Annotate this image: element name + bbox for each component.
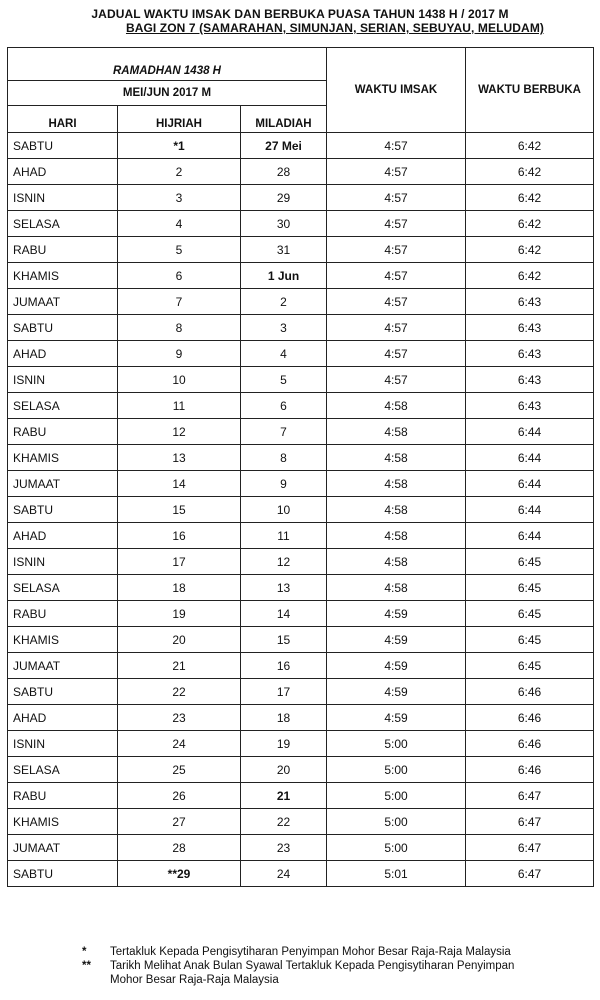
imsak-time-cell: 4:59 — [327, 627, 466, 653]
berbuka-time-cell: 6:42 — [466, 211, 594, 237]
imsak-time-cell: 5:00 — [327, 757, 466, 783]
imsak-time-cell: 4:59 — [327, 679, 466, 705]
hijriah-cell: 3 — [118, 185, 241, 211]
imsak-time-cell: 4:59 — [327, 601, 466, 627]
imsak-time-cell: 5:00 — [327, 835, 466, 861]
berbuka-time-cell: 6:43 — [466, 367, 594, 393]
miladiah-cell: 3 — [241, 315, 327, 341]
table-row — [8, 471, 594, 497]
hijriah-cell: 22 — [118, 679, 241, 705]
document-header — [0, 7, 600, 35]
table-row — [8, 315, 594, 341]
miladiah-cell: 7 — [241, 419, 327, 445]
hari-cell: KHAMIS — [8, 809, 118, 835]
hari-cell: KHAMIS — [8, 445, 118, 471]
imsak-time-cell: 5:01 — [327, 861, 466, 887]
hijriah-cell: 17 — [118, 549, 241, 575]
miladiah-cell: 8 — [241, 445, 327, 471]
berbuka-time-cell: 6:44 — [466, 445, 594, 471]
imsak-time-cell: 4:59 — [327, 705, 466, 731]
miladiah-cell: 27 Mei — [241, 133, 327, 159]
hijriah-cell: 20 — [118, 627, 241, 653]
berbuka-time-cell: 6:46 — [466, 705, 594, 731]
header-mei-jun: MEI/JUN 2017 M — [8, 81, 327, 106]
hijriah-cell: 28 — [118, 835, 241, 861]
berbuka-time-cell: 6:43 — [466, 315, 594, 341]
table-row — [8, 445, 594, 471]
imsak-time-cell: 4:57 — [327, 185, 466, 211]
miladiah-cell: 21 — [241, 783, 327, 809]
imsak-time-cell: 4:58 — [327, 575, 466, 601]
hijriah-cell: 4 — [118, 211, 241, 237]
miladiah-cell: 18 — [241, 705, 327, 731]
schedule-table-header — [8, 48, 594, 133]
footnote-1 — [0, 945, 530, 959]
berbuka-time-cell: 6:44 — [466, 497, 594, 523]
table-row — [8, 861, 594, 887]
table-row — [8, 783, 594, 809]
hari-cell: SELASA — [8, 575, 118, 601]
hari-cell: JUMAAT — [8, 835, 118, 861]
hari-cell: ISNIN — [8, 367, 118, 393]
hari-cell: KHAMIS — [8, 263, 118, 289]
miladiah-cell: 4 — [241, 341, 327, 367]
berbuka-time-cell: 6:45 — [466, 549, 594, 575]
imsak-time-cell: 4:57 — [327, 315, 466, 341]
miladiah-cell: 9 — [241, 471, 327, 497]
header-waktu-imsak: WAKTU IMSAK — [327, 48, 466, 133]
imsak-time-cell: 4:57 — [327, 237, 466, 263]
hijriah-cell: 10 — [118, 367, 241, 393]
hari-cell: RABU — [8, 237, 118, 263]
hari-cell: SABTU — [8, 679, 118, 705]
miladiah-cell: 1 Jun — [241, 263, 327, 289]
table-row — [8, 497, 594, 523]
berbuka-time-cell: 6:42 — [466, 159, 594, 185]
imsak-time-cell: 4:58 — [327, 549, 466, 575]
table-row — [8, 211, 594, 237]
footnote-text: Tarikh Melihat Anak Bulan Syawal Tertakluk Kepada Pengisytiharan Penyimpan Mohor Besar Raja-Raja Malaysia — [110, 960, 515, 986]
hari-cell: SABTU — [8, 861, 118, 887]
hijriah-cell: 9 — [118, 341, 241, 367]
imsak-time-cell: 4:57 — [327, 263, 466, 289]
hijriah-cell: 14 — [118, 471, 241, 497]
imsak-time-cell: 4:57 — [327, 159, 466, 185]
schedule-table-body — [8, 133, 594, 887]
imsak-time-cell: 4:58 — [327, 445, 466, 471]
berbuka-time-cell: 6:46 — [466, 679, 594, 705]
table-row — [8, 419, 594, 445]
table-row — [8, 653, 594, 679]
berbuka-time-cell: 6:46 — [466, 757, 594, 783]
hari-cell: AHAD — [8, 705, 118, 731]
document-title: JADUAL WAKTU IMSAK DAN BERBUKA PUASA TAHUN 1438 H / 2017 M — [91, 7, 509, 21]
miladiah-cell: 31 — [241, 237, 327, 263]
imsak-time-cell: 4:58 — [327, 393, 466, 419]
hari-cell: ISNIN — [8, 731, 118, 757]
imsak-time-cell: 4:57 — [327, 133, 466, 159]
hijriah-cell: 12 — [118, 419, 241, 445]
hijriah-cell: 5 — [118, 237, 241, 263]
table-row — [8, 809, 594, 835]
table-row — [8, 263, 594, 289]
hari-cell: SELASA — [8, 211, 118, 237]
hijriah-cell: **29 — [118, 861, 241, 887]
schedule-table — [7, 47, 594, 887]
miladiah-cell: 24 — [241, 861, 327, 887]
miladiah-cell: 14 — [241, 601, 327, 627]
table-row — [8, 289, 594, 315]
miladiah-cell: 11 — [241, 523, 327, 549]
hijriah-cell: 6 — [118, 263, 241, 289]
table-row — [8, 679, 594, 705]
berbuka-time-cell: 6:42 — [466, 185, 594, 211]
table-row — [8, 627, 594, 653]
berbuka-time-cell: 6:47 — [466, 835, 594, 861]
footnotes — [0, 945, 600, 987]
imsak-time-cell: 4:58 — [327, 523, 466, 549]
miladiah-cell: 28 — [241, 159, 327, 185]
header-hari: HARI — [8, 106, 118, 133]
berbuka-time-cell: 6:45 — [466, 653, 594, 679]
miladiah-cell: 19 — [241, 731, 327, 757]
berbuka-time-cell: 6:43 — [466, 393, 594, 419]
table-row — [8, 393, 594, 419]
table-row — [8, 835, 594, 861]
hari-cell: JUMAAT — [8, 471, 118, 497]
imsak-time-cell: 4:59 — [327, 653, 466, 679]
hijriah-cell: 19 — [118, 601, 241, 627]
miladiah-cell: 5 — [241, 367, 327, 393]
miladiah-cell: 10 — [241, 497, 327, 523]
hijriah-cell: 11 — [118, 393, 241, 419]
berbuka-time-cell: 6:47 — [466, 809, 594, 835]
imsak-time-cell: 4:57 — [327, 341, 466, 367]
imsak-time-cell: 4:58 — [327, 497, 466, 523]
hari-cell: SABTU — [8, 497, 118, 523]
hari-cell: RABU — [8, 783, 118, 809]
miladiah-cell: 30 — [241, 211, 327, 237]
hari-cell: SELASA — [8, 393, 118, 419]
hari-cell: SABTU — [8, 133, 118, 159]
miladiah-cell: 17 — [241, 679, 327, 705]
berbuka-time-cell: 6:43 — [466, 341, 594, 367]
header-waktu-berbuka: WAKTU BERBUKA — [466, 48, 594, 133]
miladiah-cell: 2 — [241, 289, 327, 315]
hari-cell: AHAD — [8, 341, 118, 367]
hijriah-cell: 24 — [118, 731, 241, 757]
berbuka-time-cell: 6:44 — [466, 419, 594, 445]
berbuka-time-cell: 6:42 — [466, 263, 594, 289]
table-row — [8, 731, 594, 757]
berbuka-time-cell: 6:42 — [466, 237, 594, 263]
hari-cell: SABTU — [8, 315, 118, 341]
berbuka-time-cell: 6:46 — [466, 731, 594, 757]
hari-cell: AHAD — [8, 159, 118, 185]
header-miladiah: MILADIAH — [241, 106, 327, 133]
imsak-time-cell: 4:57 — [327, 289, 466, 315]
miladiah-cell: 16 — [241, 653, 327, 679]
table-row — [8, 185, 594, 211]
imsak-time-cell: 4:57 — [327, 211, 466, 237]
berbuka-time-cell: 6:42 — [466, 133, 594, 159]
table-row — [8, 575, 594, 601]
hijriah-cell: 27 — [118, 809, 241, 835]
berbuka-time-cell: 6:45 — [466, 627, 594, 653]
hari-cell: JUMAAT — [8, 289, 118, 315]
berbuka-time-cell: 6:44 — [466, 523, 594, 549]
miladiah-cell: 13 — [241, 575, 327, 601]
header-hijriah: HIJRIAH — [118, 106, 241, 133]
miladiah-cell: 29 — [241, 185, 327, 211]
header-ramadhan: RAMADHAN 1438 H — [8, 48, 327, 81]
imsak-time-cell: 4:58 — [327, 419, 466, 445]
hijriah-cell: 26 — [118, 783, 241, 809]
hijriah-cell: 16 — [118, 523, 241, 549]
hijriah-cell: 23 — [118, 705, 241, 731]
table-row — [8, 133, 594, 159]
table-row — [8, 523, 594, 549]
table-row — [8, 367, 594, 393]
table-row — [8, 705, 594, 731]
berbuka-time-cell: 6:43 — [466, 289, 594, 315]
hari-cell: ISNIN — [8, 185, 118, 211]
footnote-2 — [0, 959, 530, 987]
hari-cell: SELASA — [8, 757, 118, 783]
hijriah-cell: *1 — [118, 133, 241, 159]
miladiah-cell: 15 — [241, 627, 327, 653]
miladiah-cell: 22 — [241, 809, 327, 835]
imsak-time-cell: 4:58 — [327, 471, 466, 497]
hijriah-cell: 2 — [118, 159, 241, 185]
miladiah-cell: 6 — [241, 393, 327, 419]
hari-cell: KHAMIS — [8, 627, 118, 653]
imsak-time-cell: 4:57 — [327, 367, 466, 393]
table-row — [8, 237, 594, 263]
hijriah-cell: 21 — [118, 653, 241, 679]
table-row — [8, 601, 594, 627]
hari-cell: JUMAAT — [8, 653, 118, 679]
footnote-mark: ** — [82, 960, 91, 972]
imsak-time-cell: 5:00 — [327, 731, 466, 757]
hari-cell: AHAD — [8, 523, 118, 549]
berbuka-time-cell: 6:47 — [466, 861, 594, 887]
hijriah-cell: 15 — [118, 497, 241, 523]
hijriah-cell: 18 — [118, 575, 241, 601]
footnote-mark: * — [82, 946, 87, 958]
miladiah-cell: 12 — [241, 549, 327, 575]
berbuka-time-cell: 6:45 — [466, 601, 594, 627]
miladiah-cell: 23 — [241, 835, 327, 861]
table-row — [8, 159, 594, 185]
hari-cell: ISNIN — [8, 549, 118, 575]
hijriah-cell: 8 — [118, 315, 241, 341]
table-row — [8, 757, 594, 783]
document-subtitle-zone: BAGI ZON 7 (SAMARAHAN, SIMUNJAN, SERIAN, SEBUYAU, MELUDAM) — [125, 21, 545, 35]
imsak-time-cell: 5:00 — [327, 783, 466, 809]
hari-cell: RABU — [8, 601, 118, 627]
berbuka-time-cell: 6:47 — [466, 783, 594, 809]
miladiah-cell: 20 — [241, 757, 327, 783]
berbuka-time-cell: 6:45 — [466, 575, 594, 601]
berbuka-time-cell: 6:44 — [466, 471, 594, 497]
footnote-text: Tertakluk Kepada Pengisytiharan Penyimpan Mohor Besar Raja-Raja Malaysia — [110, 946, 511, 958]
hijriah-cell: 25 — [118, 757, 241, 783]
table-row — [8, 341, 594, 367]
imsak-time-cell: 5:00 — [327, 809, 466, 835]
hari-cell: RABU — [8, 419, 118, 445]
hijriah-cell: 13 — [118, 445, 241, 471]
table-row — [8, 549, 594, 575]
hijriah-cell: 7 — [118, 289, 241, 315]
